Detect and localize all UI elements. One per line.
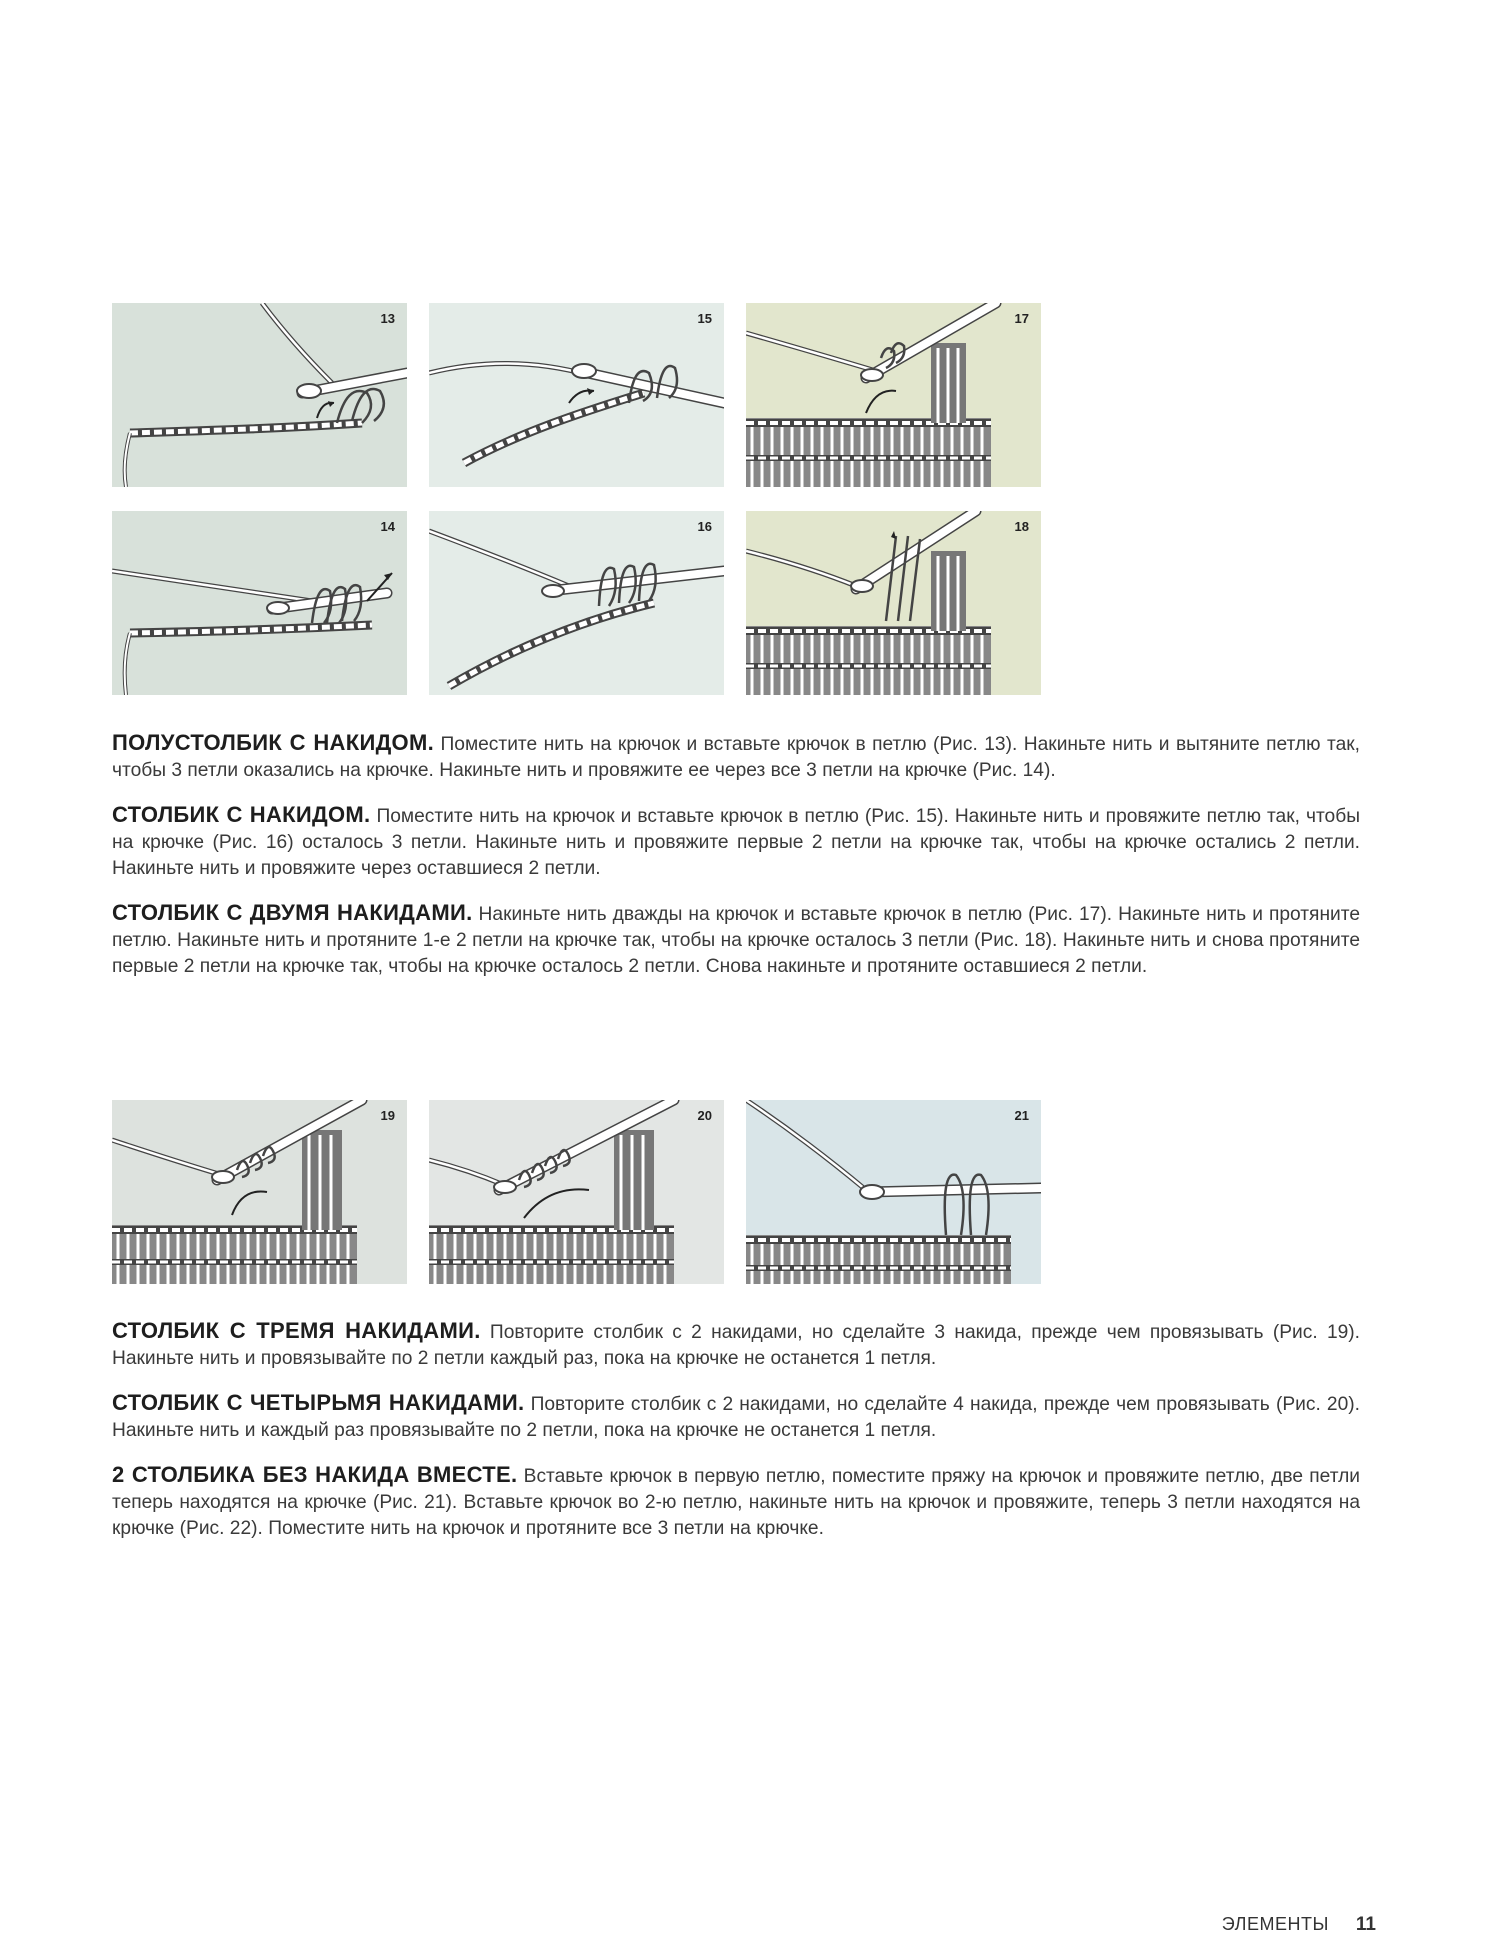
figure-15-illustration	[429, 303, 724, 487]
instruction-paragraph	[112, 1390, 1360, 1444]
section-text: Поместите нить на крючок и вставьте крючок в петлю (Рис. 13). Накиньте нить и вытяните петлю так, чтобы 3 петли оказались на крючке. Накиньте нить и провяжите ее через все 3 петли на крючке (Рис. 14).	[112, 734, 1360, 781]
figure-number: 19	[380, 1108, 395, 1123]
instructions-block-2	[112, 1318, 1360, 1560]
figure-number: 20	[697, 1108, 712, 1123]
section-heading: 2 СТОЛБИКА БЕЗ НАКИДА ВМЕСТЕ.	[112, 1462, 518, 1487]
figure-17	[746, 303, 1041, 487]
figure-18	[746, 511, 1041, 695]
figure-21	[746, 1100, 1041, 1284]
section-text: Вставьте крючок в первую петлю, поместите пряжу на крючок и провяжите петлю, две петли теперь находятся на крючке (Рис. 21). Вставьте крючок во 2-ю петлю, накиньте нить на крючок и провяжите, теперь 3 петли находятся на крючке (Рис. 22). Поместите нить на крючок и протяните все 3 петли на крючке.	[112, 1466, 1360, 1539]
instruction-paragraph	[112, 900, 1360, 980]
figure-number: 15	[697, 311, 712, 326]
figure-20-illustration	[429, 1100, 724, 1284]
section-text: Накиньте нить дважды на крючок и вставьте крючок в петлю (Рис. 17). Накиньте нить и протяните петлю. Накиньте нить и протяните 1-е 2 петли на крючке так, чтобы на крючке осталось 3 петли (Рис. 18). Накиньте нить и снова протяните первые 2 петли на крючке так, чтобы на крючке осталось 2 петли. Снова накиньте и протяните оставшиеся 2 петли.	[112, 904, 1361, 977]
figure-13	[112, 303, 407, 487]
figure-18-illustration	[746, 511, 1041, 695]
section-heading: СТОЛБИК С ЧЕТЫРЬМЯ НАКИДАМИ.	[112, 1390, 525, 1415]
instruction-paragraph	[112, 730, 1360, 784]
section-text: Повторите столбик с 2 накидами, но сделайте 3 накида, прежде чем провязывать (Рис. 19). Накиньте нить и провязывайте по 2 петли каждый раз, пока на крючке не останется 1 петля.	[112, 1322, 1361, 1369]
section-text: Повторите столбик с 2 накидами, но сделайте 4 накида, прежде чем провязывать (Рис. 20). Накиньте нить и каждый раз провязывайте по 2 петли, пока на крючке не останется 1 петля.	[112, 1394, 1360, 1441]
section-heading: СТОЛБИК С ТРЕМЯ НАКИДАМИ.	[112, 1318, 481, 1343]
instruction-paragraph	[112, 802, 1360, 882]
section-heading: СТОЛБИК С ДВУМЯ НАКИДАМИ.	[112, 900, 473, 925]
figure-16	[429, 511, 724, 695]
figure-number: 16	[697, 519, 712, 534]
section-text: Поместите нить на крючок и вставьте крючок в петлю (Рис. 15). Накиньте нить и провяжите петлю так, чтобы на крючке (Рис. 16) осталось 3 петли. Накиньте нить и провяжите первые 2 петли на крючке так, чтобы на крючке остались 2 петли. Накиньте нить и провяжите через оставшиеся 2 петли.	[112, 806, 1360, 879]
instruction-paragraph	[112, 1462, 1360, 1542]
figure-number: 17	[1014, 311, 1029, 326]
instructions-block-1	[112, 730, 1360, 998]
page-footer	[1222, 1914, 1376, 1936]
figure-19-illustration	[112, 1100, 407, 1284]
figure-number: 14	[380, 519, 395, 534]
figure-17-illustration	[746, 303, 1041, 487]
figure-16-illustration	[429, 511, 724, 695]
figure-14-illustration	[112, 511, 407, 695]
figure-19	[112, 1100, 407, 1284]
figure-number: 21	[1014, 1108, 1029, 1123]
footer-section-title: ЭЛЕМЕНТЫ	[1221, 1914, 1329, 1934]
section-heading: СТОЛБИК С НАКИДОМ.	[112, 802, 371, 827]
figure-number: 18	[1014, 519, 1029, 534]
section-heading: ПОЛУСТОЛБИК С НАКИДОМ.	[112, 730, 435, 755]
figure-20	[429, 1100, 724, 1284]
figure-14	[112, 511, 407, 695]
page-number: 11	[1355, 1914, 1376, 1935]
instruction-paragraph	[112, 1318, 1360, 1372]
figure-number: 13	[380, 311, 395, 326]
figure-15	[429, 303, 724, 487]
figure-21-illustration	[746, 1100, 1041, 1284]
figure-13-illustration	[112, 303, 407, 487]
